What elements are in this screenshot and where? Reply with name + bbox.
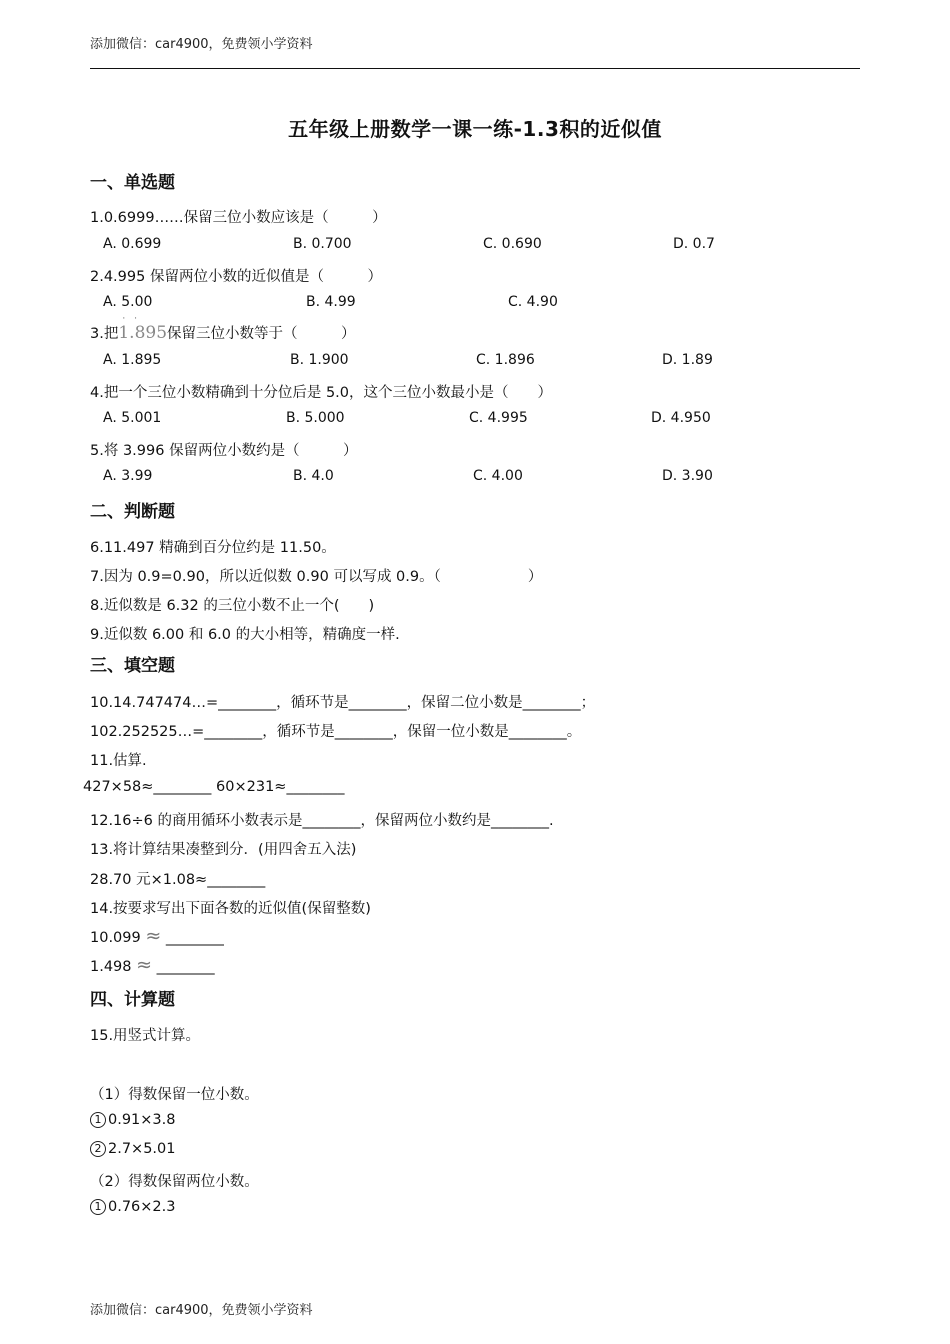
q2-option-c: C. 4.90 [508, 294, 558, 310]
header-divider [90, 68, 860, 69]
circled-number-icon: 1 [90, 1199, 106, 1215]
q4-option-b: B. 5.000 [286, 410, 345, 426]
q3-prefix: 3.把 [90, 326, 119, 342]
p1a-expression: 0.91×3.8 [108, 1112, 176, 1128]
section-heading-true-false: 二、判断题 [90, 502, 175, 522]
q2-option-b: B. 4.99 [306, 294, 356, 310]
question-15-part-2a [90, 1199, 176, 1215]
section-heading-fill-blank: 三、填空题 [90, 656, 175, 676]
header-watermark: 添加微信：car4900，免费领小学资料 [90, 37, 313, 52]
circled-number-icon: 1 [90, 1112, 106, 1128]
q1-option-d: D. 0.7 [673, 236, 715, 252]
q14b-number: 1.498 [90, 959, 132, 975]
question-3 [90, 314, 356, 343]
q1-option-b: B. 0.700 [293, 236, 352, 252]
p2a-expression: 0.76×2.3 [108, 1199, 176, 1215]
question-15-part-1b [90, 1141, 176, 1157]
q3-option-d: D. 1.89 [662, 352, 713, 368]
question-15-part-1a [90, 1112, 176, 1128]
question-13-calc: 28.70 元×1.08≈________ [90, 872, 266, 888]
q5-option-a: A. 3.99 [103, 468, 153, 484]
question-14b [90, 954, 215, 976]
circled-number-icon: 2 [90, 1141, 106, 1157]
q3-option-a: A. 1.895 [103, 352, 162, 368]
section-heading-calculation: 四、计算题 [90, 990, 175, 1010]
q14b-blank: ________ [156, 959, 215, 975]
q4-option-c: C. 4.995 [469, 410, 528, 426]
q2-option-a: A. 5.00 [103, 294, 153, 310]
q5-option-d: D. 3.90 [662, 468, 713, 484]
question-10a: 10.14.747474…=________，循环节是________，保留二位小数是________； [90, 695, 596, 711]
q3-repeating-decimal [118, 314, 168, 343]
q3-number: 1.895 [118, 323, 168, 343]
q1-option-a: A. 0.699 [103, 236, 162, 252]
q5-option-c: C. 4.00 [473, 468, 523, 484]
p1b-expression: 2.7×5.01 [108, 1141, 176, 1157]
question-8: 8.近似数是 6.32 的三位小数不止一个( ) [90, 598, 375, 614]
question-14: 14.按要求写出下面各数的近似值(保留整数) [90, 901, 371, 917]
question-15-part-1: （1）得数保留一位小数。 [90, 1087, 259, 1103]
approx-icon: ≈ [136, 954, 153, 976]
section-heading-single-choice: 一、单选题 [90, 173, 175, 193]
q5-option-b: B. 4.0 [293, 468, 334, 484]
approx-icon: ≈ [145, 925, 162, 947]
repeating-dots-icon: · · [122, 314, 140, 324]
q4-option-d: D. 4.950 [651, 410, 711, 426]
question-5: 5.将 3.996 保留两位小数约是（ ） [90, 443, 358, 459]
question-11-estimates: 427×58≈________ 60×231≈________ [83, 779, 345, 795]
question-15-part-2: （2）得数保留两位小数。 [90, 1174, 259, 1190]
question-10b: 102.252525…=________，循环节是________，保留一位小数是________。 [90, 724, 582, 740]
question-7: 7.因为 0.9=0.90，所以近似数 0.90 可以写成 0.9。（ ） [90, 569, 543, 585]
question-13: 13.将计算结果凑整到分．(用四舍五入法) [90, 842, 357, 858]
question-2: 2.4.995 保留两位小数的近似值是（ ） [90, 269, 382, 285]
question-1: 1.0.6999……保留三位小数应该是（ ） [90, 210, 387, 226]
question-11: 11.估算. [90, 753, 147, 769]
q4-option-a: A. 5.001 [103, 410, 162, 426]
question-6: 6.11.497 精确到百分位约是 11.50。 [90, 540, 336, 556]
question-14a [90, 925, 224, 947]
q1-option-c: C. 0.690 [483, 236, 542, 252]
footer-watermark: 添加微信：car4900，免费领小学资料 [90, 1303, 313, 1318]
question-9: 9.近似数 6.00 和 6.0 的大小相等，精确度一样. [90, 627, 400, 643]
q3-suffix: 保留三位小数等于（ ） [167, 326, 356, 342]
q3-option-b: B. 1.900 [290, 352, 349, 368]
question-4: 4.把一个三位小数精确到十分位后是 5.0，这个三位小数最小是（ ） [90, 385, 553, 401]
page-title: 五年级上册数学一课一练-1.3积的近似值 [288, 117, 662, 141]
q14a-number: 10.099 [90, 930, 141, 946]
q3-option-c: C. 1.896 [476, 352, 535, 368]
q14a-blank: ________ [165, 930, 224, 946]
question-12: 12.16÷6 的商用循环小数表示是________，保留两位小数约是________. [90, 813, 554, 829]
question-15: 15.用竖式计算。 [90, 1028, 201, 1044]
